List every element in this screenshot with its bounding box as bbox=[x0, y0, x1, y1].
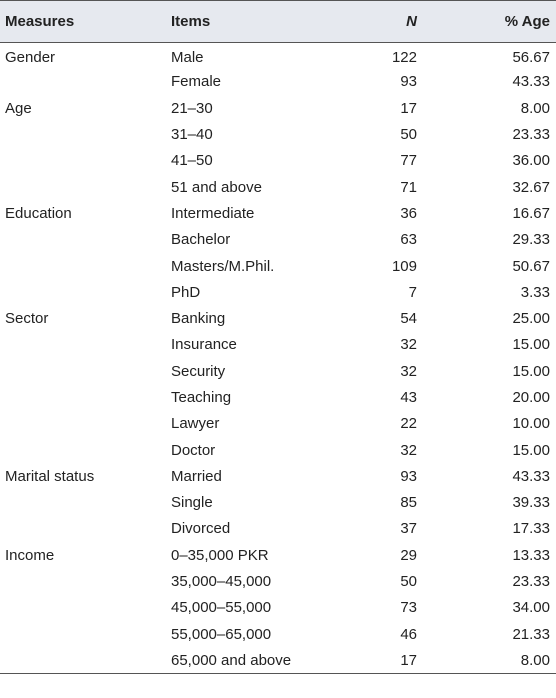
table-row bbox=[0, 568, 556, 594]
item-cell: 55,000–65,000 bbox=[171, 625, 272, 643]
item-cell: 31–40 bbox=[171, 126, 213, 144]
n-cell: 50 bbox=[400, 573, 417, 591]
table-row bbox=[0, 358, 556, 384]
header-measures: Measures bbox=[0, 1, 171, 43]
measure-cell: Education bbox=[5, 204, 72, 222]
n-cell: 29 bbox=[400, 546, 417, 564]
item-cell: Bachelor bbox=[171, 231, 231, 249]
table-row bbox=[0, 332, 556, 358]
measure-cell bbox=[0, 437, 171, 463]
measure-cell: Gender bbox=[5, 49, 56, 67]
percent-cell: 29.33 bbox=[512, 231, 550, 249]
n-cell: 36 bbox=[400, 204, 417, 222]
percent-cell: 8.00 bbox=[520, 99, 550, 117]
percent-cell: 23.33 bbox=[512, 126, 550, 144]
item-cell: Teaching bbox=[171, 389, 232, 406]
measure-cell bbox=[0, 279, 171, 305]
percent-cell: 20.00 bbox=[512, 389, 550, 406]
table-row bbox=[0, 43, 556, 69]
measure-cell bbox=[0, 227, 171, 253]
table-row bbox=[0, 542, 556, 568]
table-row bbox=[0, 490, 556, 516]
n-cell: 7 bbox=[408, 283, 417, 301]
table-header bbox=[0, 1, 556, 43]
n-cell: 43 bbox=[400, 389, 417, 406]
item-cell: 65,000 and above bbox=[171, 647, 338, 673]
measure-cell bbox=[0, 516, 171, 542]
percent-cell: 3.33 bbox=[520, 283, 550, 301]
n-cell: 22 bbox=[400, 415, 417, 433]
header-percent-age: % Age bbox=[417, 1, 556, 43]
measure-cell bbox=[0, 568, 171, 594]
item-cell: Female bbox=[171, 73, 222, 91]
table-row bbox=[0, 279, 556, 305]
percent-cell: 21.33 bbox=[512, 625, 550, 643]
measure-cell bbox=[0, 647, 171, 673]
item-cell: Single bbox=[171, 494, 213, 512]
item-cell: PhD bbox=[171, 283, 201, 301]
table-row bbox=[0, 305, 556, 331]
percent-cell: 56.67 bbox=[512, 49, 550, 67]
percent-cell: 15.00 bbox=[512, 441, 550, 459]
percent-cell: 39.33 bbox=[512, 494, 550, 512]
percent-cell: 43.33 bbox=[512, 467, 550, 485]
measure-cell bbox=[0, 332, 171, 358]
n-cell: 85 bbox=[400, 494, 417, 512]
measure-cell bbox=[0, 384, 171, 410]
item-cell: 45,000–55,000 bbox=[171, 599, 272, 617]
item-cell: Insurance bbox=[171, 336, 237, 354]
measure-cell bbox=[0, 148, 171, 174]
measure-cell bbox=[0, 490, 171, 516]
n-cell: 54 bbox=[400, 310, 417, 328]
table-row bbox=[0, 253, 556, 279]
n-cell: 17 bbox=[338, 647, 417, 673]
table-row bbox=[0, 595, 556, 621]
measure-cell: Sector bbox=[5, 310, 49, 328]
item-cell: Masters/M.Phil. bbox=[171, 257, 275, 275]
table-row bbox=[0, 384, 556, 410]
percent-cell: 36.00 bbox=[512, 152, 550, 170]
table-row bbox=[0, 647, 556, 673]
percent-cell: 16.67 bbox=[512, 204, 550, 222]
percent-cell: 32.67 bbox=[512, 178, 550, 196]
item-cell: Married bbox=[171, 467, 222, 485]
table-row bbox=[0, 121, 556, 147]
item-cell: Doctor bbox=[171, 441, 216, 459]
n-cell: 46 bbox=[400, 625, 417, 643]
percent-cell: 13.33 bbox=[512, 546, 550, 564]
table-row bbox=[0, 621, 556, 647]
measure-cell bbox=[0, 174, 171, 200]
n-cell: 73 bbox=[400, 599, 417, 617]
percent-cell: 34.00 bbox=[512, 599, 550, 617]
table-body bbox=[0, 43, 556, 674]
table-row bbox=[0, 200, 556, 226]
measure-cell bbox=[0, 595, 171, 621]
header-items: Items bbox=[171, 1, 338, 43]
measure-cell bbox=[0, 121, 171, 147]
item-cell: Banking bbox=[171, 310, 226, 328]
item-cell: Security bbox=[171, 362, 226, 380]
percent-cell: 8.00 bbox=[417, 647, 556, 673]
item-cell: 21–30 bbox=[171, 99, 213, 117]
percent-cell: 50.67 bbox=[512, 257, 550, 275]
n-cell: 109 bbox=[391, 257, 417, 275]
item-cell: Lawyer bbox=[171, 415, 220, 433]
n-cell: 77 bbox=[400, 152, 417, 170]
n-cell: 17 bbox=[400, 99, 417, 117]
item-cell: Divorced bbox=[171, 520, 231, 538]
table-row bbox=[0, 148, 556, 174]
measure-cell bbox=[0, 621, 171, 647]
n-cell: 63 bbox=[400, 231, 417, 249]
n-cell: 37 bbox=[400, 520, 417, 538]
table-row bbox=[0, 463, 556, 489]
measure-cell: Income bbox=[5, 546, 55, 564]
n-cell: 93 bbox=[400, 467, 417, 485]
n-cell: 122 bbox=[391, 49, 417, 67]
measure-cell bbox=[0, 253, 171, 279]
item-cell: 0–35,000 PKR bbox=[171, 546, 269, 564]
percent-cell: 43.33 bbox=[512, 73, 550, 91]
percent-cell: 15.00 bbox=[512, 336, 550, 354]
header-row bbox=[0, 1, 556, 43]
item-cell: Intermediate bbox=[171, 204, 255, 222]
table-row bbox=[0, 95, 556, 121]
table-row bbox=[0, 516, 556, 542]
measure-cell: Age bbox=[5, 99, 32, 117]
n-cell: 50 bbox=[400, 126, 417, 144]
table-row bbox=[0, 227, 556, 253]
measure-cell bbox=[0, 69, 171, 95]
measure-cell: Marital status bbox=[5, 467, 95, 485]
percent-cell: 10.00 bbox=[512, 415, 550, 433]
table-row bbox=[0, 174, 556, 200]
measure-cell bbox=[0, 411, 171, 437]
n-cell: 32 bbox=[400, 336, 417, 354]
measure-cell bbox=[0, 358, 171, 384]
percent-cell: 15.00 bbox=[512, 362, 550, 380]
table-row bbox=[0, 69, 556, 95]
percent-cell: 23.33 bbox=[512, 573, 550, 591]
table-row bbox=[0, 437, 556, 463]
percent-cell: 25.00 bbox=[512, 310, 550, 328]
n-cell: 71 bbox=[400, 178, 417, 196]
n-cell: 32 bbox=[400, 441, 417, 459]
percent-cell: 17.33 bbox=[512, 520, 550, 538]
header-n: N bbox=[338, 1, 417, 43]
n-cell: 93 bbox=[400, 73, 417, 91]
item-cell: 51 and above bbox=[171, 178, 262, 196]
item-cell: 35,000–45,000 bbox=[171, 573, 272, 591]
item-cell: 41–50 bbox=[171, 152, 213, 170]
table-row bbox=[0, 411, 556, 437]
item-cell: Male bbox=[171, 49, 204, 67]
n-cell: 32 bbox=[400, 362, 417, 380]
